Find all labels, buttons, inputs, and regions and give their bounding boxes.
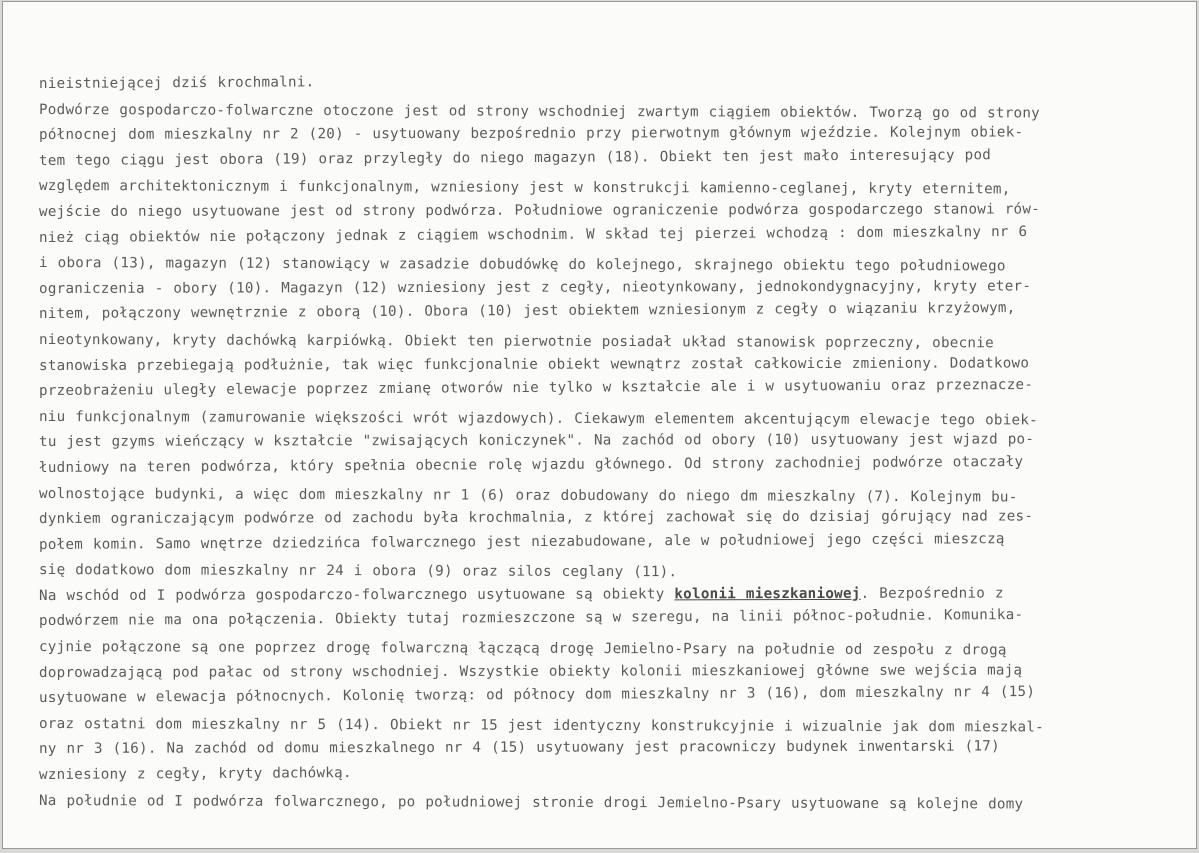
- text-line: oraz ostatni dom mieszkalny nr 5 (14). Obiekt nr 15 jest identyczny konstrukcyjnie i wizualnie jak dom mieszkal-: [38, 715, 1045, 736]
- text-line: nitem, połączony wewnętrznie z oborą (10). Obora (10) jest obiektem wzniesionym z cegły o wiązaniu krzyżowym,: [38, 300, 1016, 323]
- text-line: przeobrażeniu uległy elewacje poprzez zmianę otworów nie tylko w kształcie ale i w usytuowaniu oraz przeznacze-: [38, 377, 1034, 400]
- document-page: [2, 1, 1197, 849]
- text-line: podwórzem nie ma ona połączenia. Obiekty tutaj rozmieszczone są w szeregu, na linii północ-południe. Komunika-: [38, 607, 1024, 630]
- text-line: doprowadzającą pod pałac od strony wschodniej. Wszystkie obiekty kolonii mieszkaniowej główne swe wejścia mają: [38, 662, 1023, 681]
- text-segment: . Bezpośrednio z: [860, 585, 1004, 602]
- text-line: nież ciąg obiektów nie połączony jednak z ciągiem wschodnim. W skład tej pierzei wchodzą : dom mieszkalny nr 6: [38, 223, 1028, 246]
- text-line: stanowiska przebiegają podłużnie, tak więc funkcjonalnie obiekt wewnątrz został całkowicie zmieniony. Dodatkowo: [38, 354, 1030, 374]
- text-line: tem tego ciągu jest obora (19) oraz przyległy do niego magazyn (18). Obiekt ten jest mało interesujący pod: [38, 146, 992, 169]
- text-segment: Na wschód od I podwórza gospodarczo-folwarcznego usytuowane są obiekty: [38, 586, 675, 604]
- emphasized-term: kolonii mieszkaniowej: [674, 585, 861, 603]
- text-line: nieistniejącej dziś krochmalni.: [38, 74, 315, 92]
- text-line: dynkiem ograniczającym podwórze od zachodu była krochmalnia, z której zachował się do dzisiaj górujący nad zes-: [38, 508, 1034, 528]
- text-line: i obora (13), magazyn (12) stanowiący w zasadzie dobudówkę do kolejnego, skrajnego obiektu tego południowego: [38, 255, 1006, 275]
- text-line: połem komin. Samo wnętrze dziedzińca folwarcznego jest niezabudowane, ale w południowej jego części mieszczą: [38, 530, 1005, 553]
- text-line: łudniowy na teren podwórza, który spełnia obecnie rolę wjazdu głównego. Od strony zachodniej podwórze otaczały: [38, 453, 1024, 476]
- text-line: niu funkcjonalnym (zamurowanie większości wrót wjazdowych). Ciekawym elementem akcentującym elewacje tego obiek-: [38, 408, 1039, 429]
- text-line: północnej dom mieszkalny nr 2 (20) - usytuowany bezpośrednio przy pierwotnym głównym wjeździe. Kolejnym obiek-: [38, 124, 1024, 144]
- text-line: ny nr 3 (16). Na zachód od domu mieszkalnego nr 4 (15) usytuowany jest pracowniczy budynek inwentarski (17): [38, 738, 1000, 758]
- text-line: się dodatkowo dom mieszkalny nr 24 i obora (9) oraz silos ceglany (11).: [38, 562, 678, 581]
- bleed-through-text: [503, 32, 1173, 53]
- document-body: [39, 72, 1169, 814]
- text-line: Na południe od I podwórza folwarcznego, po południowej stronie drogi Jemielno-Psary usytuowane są kolejne domy: [38, 792, 1024, 813]
- text-line: wolnostojące budynki, a więc dom mieszkalny nr 1 (6) oraz dobudowany do niego dm mieszkalny (7). Kolejnym bu-: [38, 485, 1018, 505]
- text-line: ograniczenia - obory (10). Magazyn (12) wzniesiony jest z cegły, nieotynkowany, jednokondygnacyjny, kryty eter-: [38, 278, 1032, 297]
- text-line: nieotynkowany, kryty dachówką karpiówką. Obiekt ten pierwotnie posiadał układ stanowisk poprzeczny, obecnie: [38, 331, 994, 352]
- text-line: wejście do niego usytuowane jest od strony podwórza. Południowe ograniczenie podwórza gospodarczego stanowi rów-: [38, 201, 1041, 220]
- text-line: względem architektonicznym i funkcjonalnym, wzniesiony jest w konstrukcji kamienno-ceglanej, kryty eternitem,: [38, 178, 1011, 198]
- text-line: usytuowane w elewacja północnych. Kolonię tworzą: od północy dom mieszkalny nr 3 (16), dom mieszkalny nr 4 (15): [38, 684, 1036, 707]
- text-line: wzniesiony z cegły, kryty dachówką.: [38, 765, 352, 784]
- text-line: cyjnie połączone są one poprzez drogę folwarczną łączącą drogę Jemielno-Psary na południe od zespołu z drogą: [38, 639, 1007, 659]
- text-line: tu jest gzyms wieńczący w kształcie "zwisających koniczynek". Na zachód od obory (10) usytuowany jest wjazd po-: [38, 431, 1035, 451]
- text-line: Podwórze gospodarczo-folwarczne otoczone jest od strony wschodniej zwartym ciągiem obiektów. Tworzą go od strony: [38, 101, 1041, 122]
